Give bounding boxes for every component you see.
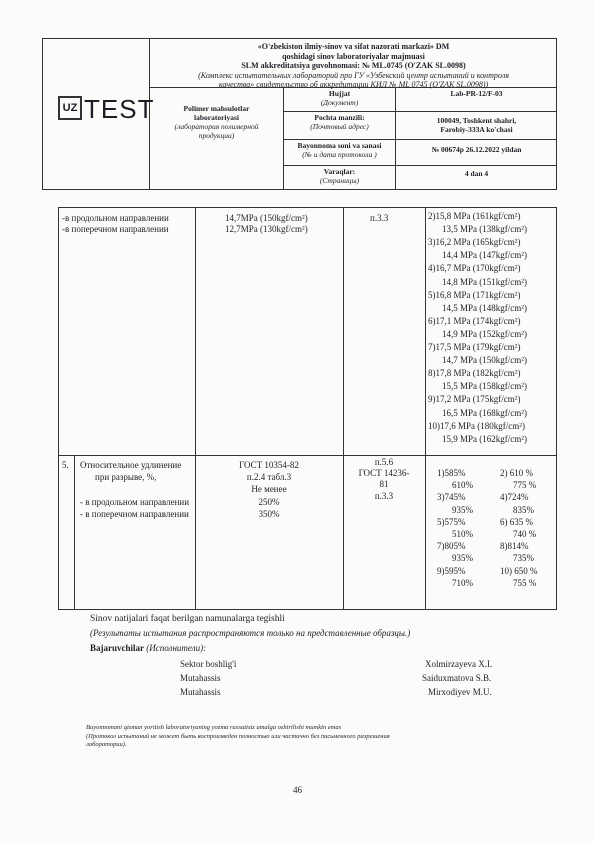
r2-result-right: 835% [513,504,534,515]
scope-note: Sinov natijalari faqat berilgan namunalarga tegishli [90,614,285,624]
r2-method-2: ГОСТ 14236- [358,468,410,478]
r2-result-left: 710% [452,577,473,588]
r2-result-right: 4)724% [500,492,529,503]
address-line-1: 100049, Toshkent shahri, [436,116,517,125]
executors-label-ru: (Исполнители): [146,643,207,653]
r2-desc-1: Относительное удлинение [80,460,182,470]
r2-norm-5: 350% [258,509,280,519]
col-divider [425,207,426,610]
scope-note-ru: (Результаты испытания распространяются только на представленные образцы.) [90,628,411,638]
role-1: Sektor boshlig'i [180,659,237,669]
row-divider [58,455,557,456]
r2-result-left: 1)585% [437,468,466,478]
name-2: Saiduxmatova S.B. [422,673,492,683]
organization-block [150,38,557,88]
r1-result-line: 14,9 MPa (152kgf/cm²) [442,328,527,339]
r1-desc-1: -в продольном направлении [62,213,169,223]
org-line-1: «O'zbekiston ilmiy-sinov va sifat nazorati markazi» DM [257,42,450,51]
r2-result-left: 5)575% [437,516,466,527]
doc-label: Hujjat [328,89,351,98]
r1-result-line: 7)17,5 MPa (179kgf/cm²) [428,342,521,352]
r2-desc-2: при разрыве, %, [95,472,157,482]
page-number: 46 [293,785,302,795]
laboratory-name [150,88,284,190]
r1-result-line: 3)16,2 MPa (165kgf/cm²) [428,237,521,248]
address-line-2: Farobiy-333A ko'chasi [440,124,513,134]
r2-result-right: 735% [513,553,534,564]
org-line-2: qoshidagi sinov laboratoriyalar majmuasi [282,51,425,61]
protocol-label-ru: (№ и дата протокола ) [302,149,377,159]
r2-result-left: 935% [452,553,473,564]
r1-result-line: 5)16,8 MPa (171kgf/cm²) [428,289,521,300]
r2-result-left: 610% [452,480,473,491]
protocol-row [284,140,557,166]
sheets-value: 4 dan 4 [464,169,489,178]
r2-norm-3: Не менее [251,484,287,494]
doc-label-ru: (Документ) [320,97,359,107]
address-label: Pochta manzili: [314,113,365,122]
logo [42,38,155,190]
r1-result-line: 4)16,7 MPa (170kgf/cm²) [428,263,521,274]
r1-result-line: 16,5 MPa (168kgf/cm²) [442,407,527,418]
address-row [284,112,557,140]
footer-line-2: (Протокол испытаний не может быть воспроизведен полностью или частично без письменного разрешения [86,732,390,740]
org-line-4: (Комплекс испытательных лабораторий при ГУ «Узбекский центр испытаний и контроля [198,70,509,80]
footer-note [86,724,556,750]
logo-text: TEST [84,94,155,124]
r1-result-line: 8)17,8 MPa (182kgf/cm²) [428,368,521,379]
r2-result-right: 2) 610 % [500,468,533,478]
org-line-3: SLM akkreditatsiya guvohnomasi: № ML.0745 (O'ZAK SL.0098) [241,61,466,70]
r1-result-line: 13,5 MPa (138kgf/cm²) [442,224,527,235]
sheets-row [284,166,557,190]
num-col-divider [74,455,75,610]
lab-name-line-1: Polimer mahsulotlar [183,104,250,113]
lab-name-line-4: продукции) [198,131,235,140]
r1-result-line: 10)17,6 MPa (180kgf/cm²) [428,420,525,431]
role-2: Mutahassis [180,673,221,683]
r2-result-right: 775 % [513,480,537,491]
r2-result-left: 9)595% [437,565,466,576]
address-label-ru: (Почтовый адрес) [310,121,369,131]
r1-result-line: 14,8 MPa (151kgf/cm²) [442,276,527,287]
r1-result-line: 15,5 MPa (158kgf/cm²) [442,381,527,392]
r2-result-left: 7)805% [437,541,466,552]
r1-result-line: 2)15,8 MPa (161kgf/cm²) [428,211,521,221]
protocol-label: Bayonnoma soni va sanasi [297,141,382,150]
r1-method: п.3.3 [370,213,389,223]
footer-line-1: Bayonnomani qisman yoritish laboratoriyaning yozma ruxsatisiz amalga oshirilishi mumkin emas [86,724,342,731]
r2-norm-1: ГОСТ 10354-82 [239,460,299,470]
r1-norm-2: 12,7MPa (130kgf/cm²) [225,224,308,234]
r2-desc-4: - в поперечном направлении [80,509,189,519]
name-3: Mirxodiyev M.U. [428,687,492,697]
executors-label: Bajaruvchilar [90,643,144,653]
r1-result-line: 9)17,2 MPa (175kgf/cm²) [428,394,521,405]
name-1: Xolmirzayeva X.I. [425,659,493,669]
r1-result-line: 14,4 MPa (147kgf/cm²) [442,250,527,261]
logo-mark: UZ [58,96,82,120]
col-divider [195,207,196,610]
r2-method-1: п.5.6 [374,457,394,467]
r1-result-line: 14,7 MPa (150kgf/cm²) [442,355,527,366]
footer-line-3: лаборатории). [86,741,127,748]
r1-desc-2: -в поперечном направлении [62,224,169,234]
r2-result-right: 755 % [513,577,537,588]
protocol-value: № 00674p 26.12.2022 yildan [431,145,522,154]
r2-result-right: 10) 650 % [500,565,538,576]
role-3: Mutahassis [180,687,221,697]
r2-result-left: 935% [452,504,473,515]
doc-row [284,88,557,112]
r2-norm-2: п.2.4 табл.3 [246,472,292,482]
r2-method-4: п.3.3 [374,491,394,501]
r2-desc-3: - в продольном направлении [80,497,190,507]
r2-result-right: 740 % [513,529,537,539]
r1-result-line: 6)17,1 MPa (174kgf/cm²) [428,315,521,326]
r2-result-left: 3)745% [437,492,466,503]
r1-norm-1: 14,7MPa (150kgf/cm²) [225,213,308,223]
r2-result-left: 510% [452,529,473,539]
r1-result-line: 15,9 MPa (162kgf/cm²) [442,433,527,444]
r2-num: 5. [62,460,69,470]
sheets-label: Varaqlar: [323,167,356,176]
lab-name-line-3: (лаборатория полимерной [174,122,259,131]
org-line-5: качества» свидетельство об аккредитации КИЛ № ML 0745 (O'ZAK SL.0098)) [218,80,489,89]
r2-method-3: 81 [379,479,389,489]
doc-value: Lab-PR-12/F-03 [450,89,503,98]
r2-result-right: 8)814% [500,541,529,552]
col-divider [343,207,344,610]
r2-result-right: 6) 635 % [500,516,533,527]
r2-norm-4: 250% [258,497,280,507]
r1-result-line: 14,5 MPa (148kgf/cm²) [442,302,527,313]
sheets-label-ru: (Страницы) [319,175,360,185]
lab-name-line-2: laboratoriyasi [194,113,239,122]
